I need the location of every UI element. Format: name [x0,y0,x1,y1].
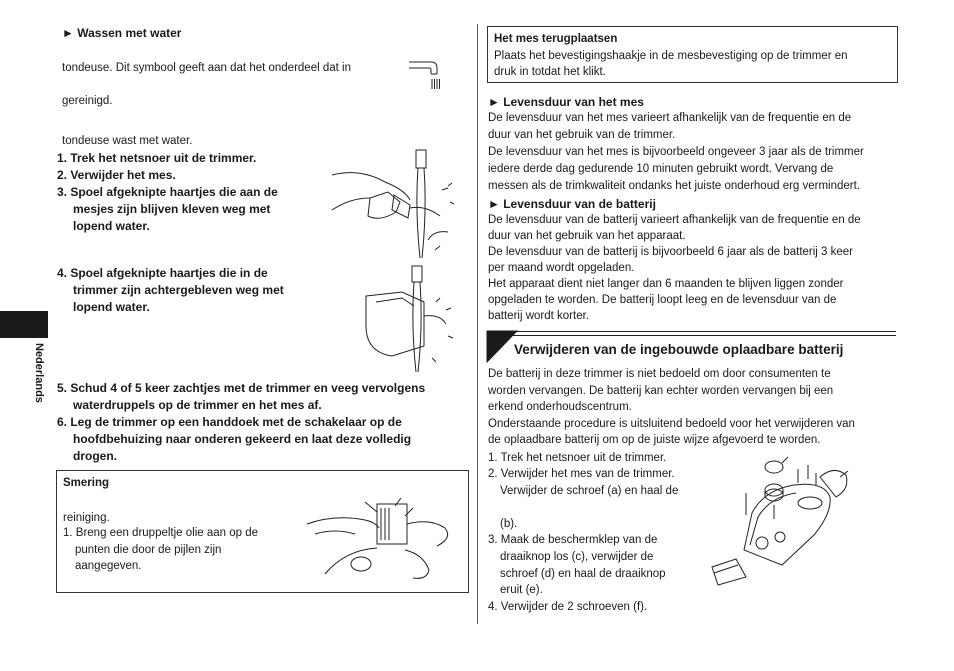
removal-intro-3: erkend onderhoudscentrum. [488,401,632,413]
removal-step-1: 1. Trek het netsnoer uit de trimmer. [488,452,667,464]
column-divider [477,24,478,624]
blade-life-line-4: iedere derde dag gedurende 10 minuten gebruikt wordt. Vervang de [488,163,834,175]
battery-life-line-1: De levensduur van de batterij varieert afhankelijk van de frequentie en de [488,214,861,226]
step-1: 1. Trek het netsnoer uit de trimmer. [57,151,257,165]
removal-intro-5: de oplaadbare batterij om op de juiste wijze afgevoerd te worden. [488,434,821,446]
blade-life-line-1: De levensduur van het mes varieert afhankelijk van de frequentie en de [488,112,852,124]
step-6-cont-2: drogen. [73,449,117,463]
step-2: 2. Verwijder het mes. [57,168,176,182]
removal-intro-1: De batterij in deze trimmer is niet bedoeld om door consumenten te [488,368,831,380]
oiling-illustration [305,494,455,586]
step-3: 3. Spoel afgeknipte haartjes die aan de [57,185,278,199]
removal-step-3-cont-3: eruit (e). [500,584,543,596]
battery-life-heading: ► Levensduur van de batterij [488,197,656,211]
removal-step-3-cont-2: schroef (d) en haal de draaiknop [500,568,666,580]
language-tab [0,311,48,338]
lubrication-step-1: 1. Breng een druppeltje olie aan op de [63,527,259,539]
step-6-cont-1: hoofdbehuizing naar onderen gekeerd en laat deze volledig [73,432,412,446]
removal-step-2-cont-2: (b). [500,518,518,530]
removal-step-4: 4. Verwijder de 2 schroeven (f). [488,601,648,613]
removal-step-3-cont-1: draaiknop los (c), verwijder de [500,551,654,563]
battery-life-line-5: Het apparaat dient niet langer dan 6 maanden te blijven liggen zonder [488,278,844,290]
lubrication-step-1-cont-1: punten die door de pijlen zijn [75,544,222,556]
step-5-cont: waterdruppels op de trimmer en het mes af. [73,398,322,412]
step-4: 4. Spoel afgeknipte haartjes die in de [57,266,268,280]
removal-intro-4: Onderstaande procedure is uitsluitend bedoeld voor het verwijderen van [488,418,855,430]
blade-life-heading: ► Levensduur van het mes [488,95,644,109]
replace-blade-line-2: druk in totdat het klikt. [494,66,606,78]
washing-heading: ► Wassen met water [62,26,182,40]
step-6: 6. Leg de trimmer op een handdoek met de schakelaar op de [57,415,402,429]
language-label: Nederlands [33,343,45,403]
rinse-trimmer-illustration [362,266,472,376]
blade-life-line-2: duur van het gebruik van de trimmer. [488,129,676,141]
lubrication-title: Smering [63,477,110,489]
replace-blade-title: Het mes terugplaatsen [494,33,618,45]
washing-intro-line-1: tondeuse. Dit symbool geeft aan dat het onderdeel dat in [62,62,351,74]
removal-step-2: 2. Verwijder het mes van de trimmer. [488,468,675,480]
battery-life-line-3: De levensduur van de batterij is bijvoorbeeld 6 jaar als de batterij 3 keer [488,246,854,258]
lubrication-line-1: reiniging. [63,512,110,524]
faucet-icon [405,56,445,92]
step-4-cont-2: lopend water. [73,300,150,314]
step-3-cont-2: lopend water. [73,219,150,233]
removal-intro-2: worden vervangen. De batterij kan echter worden vervangen bij een [488,385,834,397]
blade-life-line-3: De levensduur van het mes is bijvoorbeeld ongeveer 3 jaar als de trimmer [488,146,864,158]
blade-life-line-5: messen als de trimkwaliteit ondanks het juiste onderhoud erg vermindert. [488,180,861,192]
washing-intro-line-3: tondeuse wast met water. [62,135,193,147]
removal-step-2-cont-1: Verwijder de schroef (a) en haal de [500,485,679,497]
battery-life-line-7: batterij wordt korter. [488,310,589,322]
battery-life-line-2: duur van het gebruik van het apparaat. [488,230,686,242]
battery-life-line-4: per maand wordt opgeladen. [488,262,635,274]
step-3-cont-1: mesjes zijn blijven kleven weg met [73,202,271,216]
washing-intro-line-2: gereinigd. [62,95,113,107]
replace-blade-line-1: Plaats het bevestigingshaakje in de mesbevestiging op de trimmer en [494,50,848,62]
removal-step-3: 3. Maak de beschermklep van de [488,534,658,546]
battery-life-line-6: opgeladen te worden. De batterij loopt leeg en de levensduur van de [488,294,837,306]
step-4-cont-1: trimmer zijn achtergebleven weg met [73,283,284,297]
step-5: 5. Schud 4 of 5 keer zachtjes met de trimmer en veeg vervolgens [57,381,426,395]
lubrication-step-1-cont-2: aangegeven. [75,560,142,572]
trimmer-exploded-diagram [704,455,864,587]
rinse-blade-illustration [330,150,470,260]
battery-removal-heading: Verwijderen van de ingebouwde oplaadbare batterij [514,342,844,357]
